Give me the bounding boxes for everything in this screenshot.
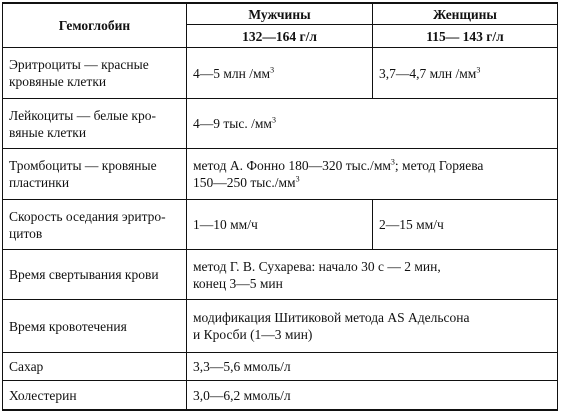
label-line: Скорость оседания эритро- bbox=[9, 208, 166, 224]
header-men-value bbox=[187, 25, 372, 47]
row-thrombocytes-value bbox=[187, 149, 557, 199]
row-sugar-label bbox=[3, 353, 186, 380]
row-leukocytes-label bbox=[3, 99, 186, 148]
label-line: Сахар bbox=[9, 359, 44, 374]
value-text: 150—250 тыс./мм bbox=[193, 175, 296, 190]
label-line: Холестерин bbox=[9, 387, 77, 403]
value-text: 3,0—6,2 ммоль/л bbox=[193, 387, 291, 403]
row-sugar-value bbox=[187, 353, 557, 380]
label-line: Эритроциты — красные bbox=[9, 57, 149, 72]
header-women-value bbox=[373, 25, 557, 47]
superscript: 3 bbox=[476, 65, 481, 74]
header-women bbox=[373, 4, 557, 24]
header-hemoglobin-text: Гемоглобин bbox=[58, 18, 131, 33]
row-esr-men bbox=[187, 200, 372, 249]
value-text: конец 3—5 мин bbox=[193, 275, 283, 291]
label-line: Тромбоциты — кровяные bbox=[9, 158, 157, 173]
label-line: пластинки bbox=[9, 175, 70, 190]
value-text: 2—15 мм/ч bbox=[379, 217, 444, 232]
value-text: метод А. Фонно 180—320 тыс./мм bbox=[193, 158, 391, 173]
value-text: и Кросби (1—3 мин) bbox=[193, 327, 313, 342]
value-text: 4—5 млн /мм bbox=[193, 65, 271, 81]
row-erythrocytes-men bbox=[187, 48, 372, 98]
reference-values-table bbox=[2, 2, 558, 411]
row-cholesterol-label bbox=[3, 381, 186, 409]
value-text: 3,7—4,7 млн /мм bbox=[379, 65, 477, 81]
label-line: кровяные клетки bbox=[9, 74, 107, 89]
row-esr-label bbox=[3, 200, 186, 249]
header-men-value-text: 132—164 г/л bbox=[242, 28, 317, 44]
value-text: 4—9 тыс. /мм bbox=[193, 116, 272, 131]
header-women-value-text: 115— 143 г/л bbox=[426, 28, 504, 44]
rule-bottom bbox=[2, 409, 558, 411]
header-men-text: Мужчины bbox=[248, 6, 311, 22]
row-bleeding-value bbox=[187, 300, 557, 352]
row-cholesterol-value bbox=[187, 381, 557, 409]
superscript: 3 bbox=[295, 174, 300, 184]
row-erythrocytes-label bbox=[3, 48, 186, 98]
row-bleeding-label bbox=[3, 300, 186, 352]
value-text: модификация Шитиковой метода AS Адельсона bbox=[193, 310, 470, 325]
label-line: Лейкоциты — белые кро- bbox=[9, 107, 156, 123]
superscript: 3 bbox=[271, 115, 276, 125]
header-women-text: Женщины bbox=[433, 6, 497, 22]
row-clotting-value bbox=[187, 250, 557, 299]
value-text: метод Г. В. Сухарева: начало 30 с — 2 мин, bbox=[193, 258, 441, 274]
row-thrombocytes-label bbox=[3, 149, 186, 199]
value-text: ; метод Горяева bbox=[394, 158, 484, 173]
row-erythrocytes-women bbox=[373, 48, 557, 98]
row-leukocytes-value bbox=[187, 99, 557, 148]
value-text: 1—10 мм/ч bbox=[193, 217, 258, 232]
row-clotting-label bbox=[3, 250, 186, 299]
value-text: 3,3—5,6 ммоль/л bbox=[193, 359, 291, 374]
row-esr-women bbox=[373, 200, 557, 249]
label-line: Время кровотечения bbox=[9, 318, 127, 334]
superscript: 3 bbox=[270, 65, 275, 74]
header-hemoglobin bbox=[3, 4, 186, 47]
rule-right bbox=[557, 2, 558, 411]
superscript: 3 bbox=[390, 157, 395, 167]
header-men bbox=[187, 4, 372, 24]
label-line: Время свертывания крови bbox=[9, 267, 159, 282]
label-line: вяные клетки bbox=[9, 124, 87, 140]
label-line: цитов bbox=[9, 225, 43, 241]
